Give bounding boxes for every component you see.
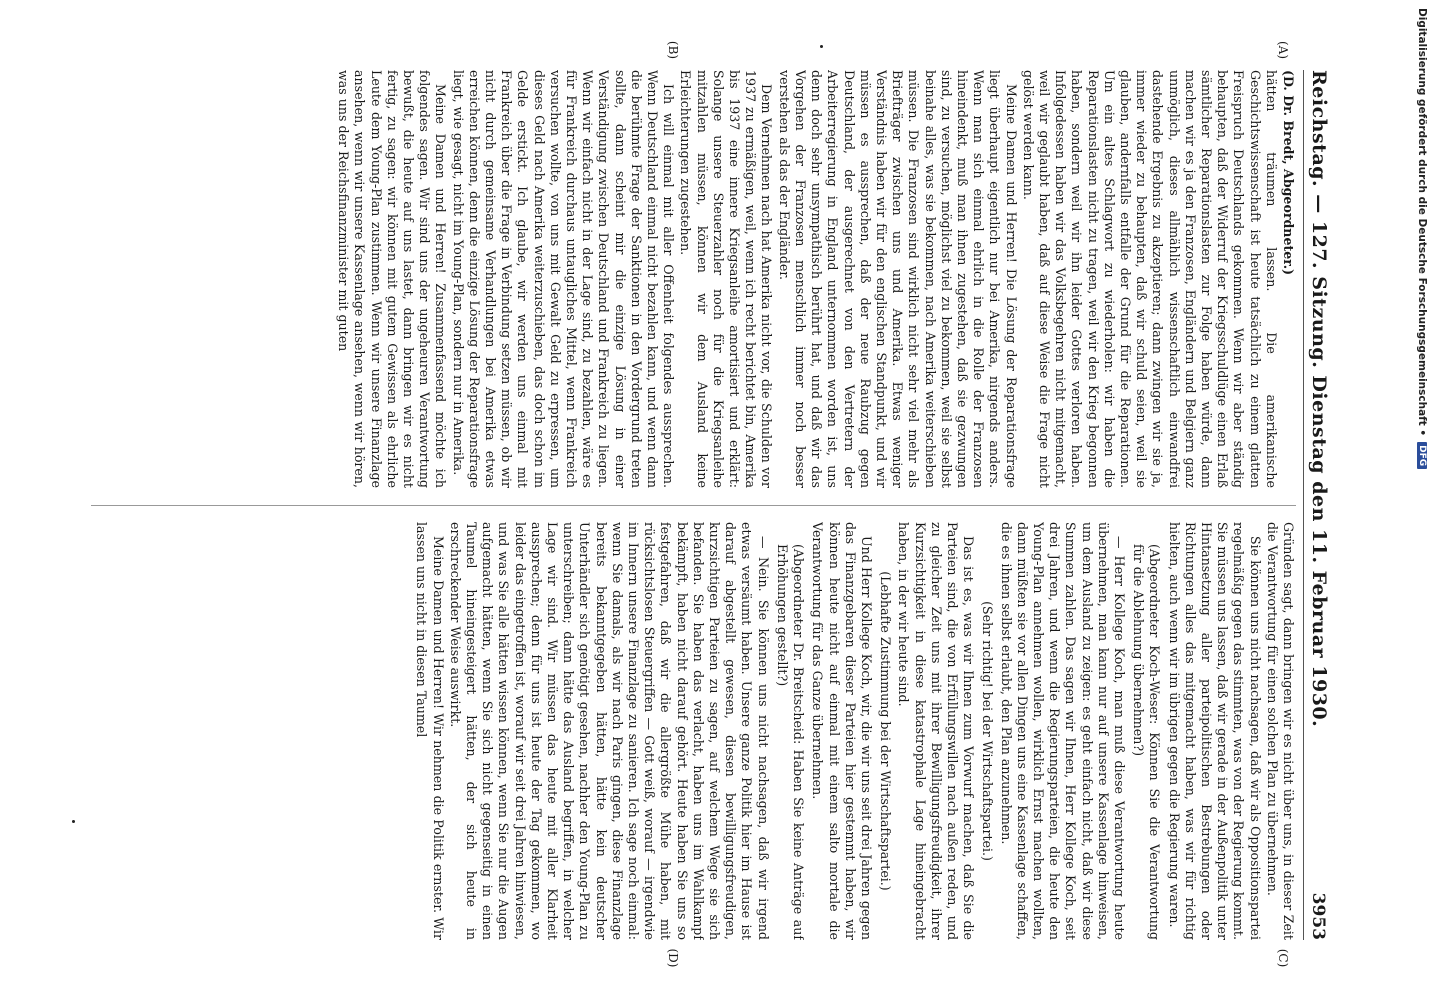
page-number: 3953 (1308, 892, 1328, 940)
running-title: Reichstag. — 127. Sitzung. Dienstag den 11. Februar 1930. (1308, 70, 1330, 728)
interjection: (Abgeordneter Koch-Weser: Können Sie die Verantwortung für die Ablehnung übernehmen?) (1131, 544, 1163, 940)
paragraph: Das ist es, was wir Ihnen zum Vorwurf machen, daß Sie die Parteien sind, die von Erfüllungswillen nach außen reden, und zu gleicher Zeit uns mit ihrer Bewilligungsfreudigkeit, ihrer Kurzsichtigkeit in diese katastrophale Lage hineingebracht haben, in der wir heute sind. (896, 522, 977, 940)
digitization-note (1416, 8, 1428, 469)
interjection: (Sehr richtig! bei der Wirtschaftspartei.) (980, 601, 996, 861)
scan-speck (820, 45, 823, 48)
margin-marker-a: (A) (1276, 40, 1290, 60)
document-page (85, 40, 1330, 968)
paragraph: Gründen sagt, dann bringen wir es nicht über uns, in dieser Zeit die Verantwortung für einen solchen Plan zu übernehmen. (1264, 522, 1296, 940)
speaker-line: (D. Dr. Bredt, Abgeordneter.) (1281, 70, 1296, 276)
interjection: (Abgeordneter Dr. Breitscheid: Haben Sie keine Anträge auf Erhöhungen gestellt?) (774, 544, 807, 940)
paragraph: Meine Damen und Herren! Die Lösung der Reparationsfrage liegt überhaupt eigentlich nur bei Amerika, nirgends anders. Wenn man sich einmal ehrlich in die Rolle der Franzosen hineindenkt, muß man ihnen zugestehen, daß sie gezwungen sind, zu versuchen, möglichst viel zu bekommen, weil sie selbst beinahe alles, was sie bekommen, nach Amerika weiterschieben müssen. Die Franzosen sind wirklich nicht sehr viel mehr als Briefträger zwischen uns und Amerika. Etwas weniger Verständnis haben wir für den englischen Standpunkt, und wir müssen es aussprechen, daß der neue Raubzug gegen Deutschland, der ausgerechnet von den Vertretern der Arbeiterregierung in England unternommen worden ist, uns denn doch sehr unsympathisch berührt hat, und daß wir das Vorgehen der Franzosen menschlich immer noch besser verstehen als das der Engländer. (776, 70, 1019, 488)
page-header (1303, 70, 1330, 940)
paragraph: Sie können uns nicht nachsagen, daß wir als Oppositionspartei regelmäßig gegen das stimmten, was von der Regierung kommt. Sie müssen uns lassen, daß wir gerade in der Außenpolitik unter Hintansetzung aller parteipolitischen Bestrebungen oder Richtungen alles das mitgemacht haben, was wir für richtig hielten, auch wenn wir im übrigen gegen die Regierung waren. (1166, 522, 1263, 940)
paragraph: Und Herr Kollege Koch, wir, die wir uns seit drei Jahren gegen das Finanzgebaren dieser Parteien hier gestemmt haben, wir können heute nicht auf einmal mit einem salto mortale die Verantwortung für das Ganze übernehmen. (810, 522, 874, 940)
right-column (91, 522, 1296, 940)
column-divider (91, 505, 1296, 506)
paragraph: Dem Vernehmen nach hat Amerika nicht vor, die Schulden vor 1937 zu ermäßigen, weil, wenn ich recht berichtet bin, Amerika bis 1937 eine innere Kriegsanleihe amortisiert und erklärt: Solange unsere Steuerzahler noch für die Kriegsanleihe mitzahlen müssen, können wir dem Ausland keine Erleichterungen zugestehen. (678, 70, 775, 488)
paragraph: Meine Damen und Herren! Zusammenfassend möchte ich folgendes sagen. Wir sind uns der ungeheuren Verantwortung bewußt, die heute auf uns lastet, dann bringen wir es nicht fertig, zu sagen: wir können mit gutem Gewissen als ehrliche Leute dem Young-Plan zustimmen. Wenn wir unsere Finanzlage ansehen, wenn wir unsere Kassenlage ansehen, wenn wir hören, was uns der Reichsfinanzminister mit guten (336, 70, 449, 488)
left-column (91, 70, 1296, 488)
margin-marker-c: (C) (1276, 948, 1290, 968)
paragraph: Meine Damen und Herren! Wir nehmen die Politik ernster. Wir lassen uns nicht in diesen Taumel (414, 522, 446, 940)
paragraph: — Nein. Sie können uns nicht nachsagen, daß wir irgend etwas versäumt haben. Unsere ganze Politik hier im Hause ist darauf abgestellt gewesen, diesen bewilligungsfreudigen, kurzsichtigen Parteien zu sagen, auf welchem Wege sie sich befanden. Sie haben das verlacht, haben uns im Wahlkampf bekämpft, haben nicht darauf gehört. Heute haben Sie uns so festgefahren, daß wir die allergrößte Mühe haben, mit rücksichtslosen Steuergriffen — Gott weiß, worauf — irgendwie im Innern unsere Finanzlage zu sanieren. Ich sage noch einmal: wenn Sie damals, als wir nach Paris gingen, diese Finanzlage bereits bekanntgegeben hätten, hätte kein deutscher Unterhändler sich genötigt gesehen, nachher den Young-Plan zu unterschreiben; dann hätte das Ausland begriffen, in welcher Lage wir sind. Wir müssen das heute mit aller Klarheit aussprechen; denn für uns ist heute der Tag gekommen, wo leider das eingetroffen ist, worauf wir seit drei Jahren hinwiesen, und was Sie alle hätten wissen können, wenn Sie nur die Augen aufgemacht hätten, wenn Sie sich nicht gegenseitig in einen Taumel hineingesteigert hätten, der sich heute in erschreckender Weise auswirkt. (447, 522, 771, 940)
paragraph: — Herr Kollege Koch, man muß diese Verantwortung heute übernehmen, man kann nur auf unsere Kassenlage hinweisen, um dem Ausland zu zeigen: es geht einfach nicht, daß wir diese Summen zahlen. Das sagen wir Ihnen, Herr Kollege Koch, seit drei Jahren, und wenn die Regierungsparteien, die heute den Young-Plan annehmen wollen, wirklich Ernst machen wollten, dann müßten sie vor allen Dingen uns eine Kassenlage schaffen, die es ihnen selbst erlaubt, den Plan anzunehmen. (998, 522, 1127, 940)
digitization-text: Digitalisierung gefördert durch die Deutsche Forschungsgemeinschaft • (1416, 8, 1428, 437)
paragraph: hätten träumen lassen. Die amerikanische Geschichtswissenschaft ist heute tatsächlich zu einem glatten Freispruch Deutschlands gekommen. Wenn wir aber ständig behaupten, daß der Widerruf der Kriegsschuldlüge einen Erlaß sämtlicher Reparationslasten zur Folge haben würde, dann machen wir es ja den Franzosen, Engländern und Belgiern ganz unmöglich, dieses allmählich wissenschaftlich einwandfrei dastehende Ergebnis zu akzeptieren; dann zwingen wir sie ja, immer wieder zu behaupten, daß wir schuld seien, weil sie glauben, andernfalls entfalle der Grund für die Reparationen. Um ein altes Schlagwort zu wiederholen: wir haben die Reparationslasten nicht zu tragen, weil wir den Krieg begonnen haben, sondern weil wir ihn leider Gottes verloren haben. Infolgedessen haben wir das Volksbegehren nicht mitgemacht, weil wir geglaubt haben, daß auf diese Weise die Frage nicht gelöst werden kann. (1020, 70, 1279, 488)
margin-marker-b: (B) (666, 40, 680, 60)
interjection: (Lebhafte Zustimmung bei der Wirtschaftspartei.) (878, 571, 894, 891)
paragraph: Ich will einmal mit aller Offenheit folgendes aussprechen. Wenn Deutschland einmal nicht bezahlen kann, und wenn dann die berühmte Frage der Sanktionen in den Vordergrund treten sollte, dann scheint mir die einzige Lösung in einer Verständigung zwischen Deutschland und Frankreich zu liegen. Wenn wir einfach nicht in der Lage sind, zu bezahlen, wäre es für Frankreich durchaus untaugliches Mittel, wenn Frankreich versuchen wollte, von uns mit Gewalt Geld zu erpressen, um dieses Geld nach Amerika weiterzuschieben, das doch schon im Gelde erstickt. Ich glaube, wir werden uns einmal mit Frankreich über die Frage in Verbindung setzen müssen, ob wir nicht durch gemeinsame Verhandlungen bei Amerika etwas erreichen können, denn die einzige Lösung der Reparationsfrage liegt, wie gesagt, nicht im Young-Plan, sondern nur in Amerika. (450, 70, 677, 488)
margin-marker-d: (D) (666, 948, 680, 968)
scan-speck (72, 820, 75, 823)
dfg-logo: DFG (1417, 442, 1427, 469)
